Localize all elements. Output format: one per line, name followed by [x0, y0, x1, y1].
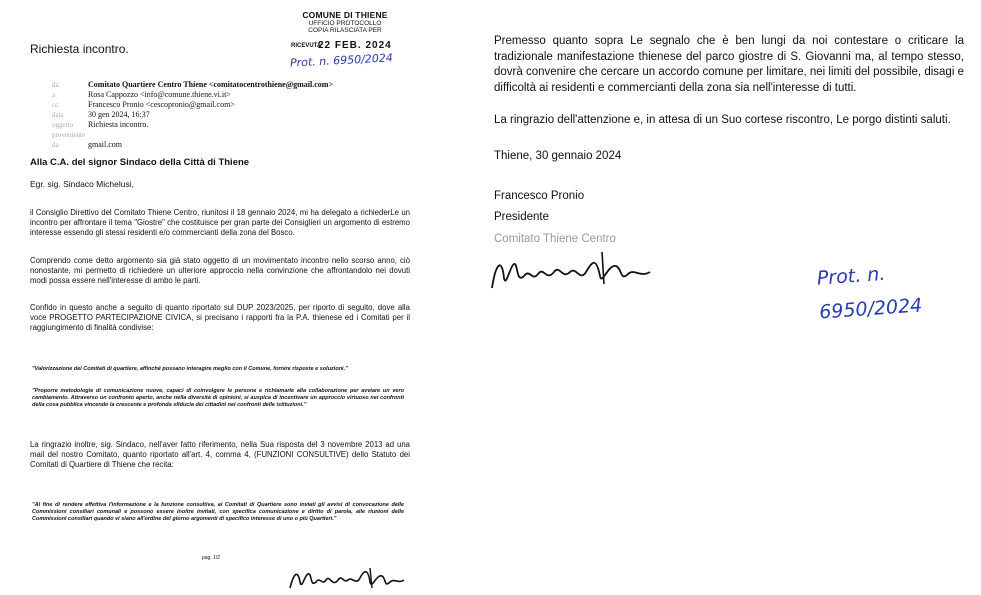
- email-header: [52, 80, 333, 150]
- email-header-row: a Rosa Cappozzo <info@comune.thiene.vi.it>: [52, 90, 231, 99]
- organization-name: Comitato Thiene Centro: [494, 233, 616, 245]
- paragraph-4: La ringrazio inoltre, sig. Sindaco, nell'aver fatto riferimento, nella Sua risposta del 3 novembre 2013 ad una mail del nostro Comitato, quanto riportato all'art. 4, comma 4, (FUNZIONI CONSULTIVE) dello Statuto dei Comitati di Quartiere di Thiene che recita:: [30, 440, 410, 469]
- handwritten-protocol-number: Prot. n. 6950/2024: [289, 51, 394, 70]
- page2-paragraph-1: Premesso quanto sopra Le segnalo che è ben lungi da noi contestare o criticare la tradizionale manifestazione thienese del parco giostre di S. Giovanni ma, al tempo stesso, dovrà convenire che cercare un accordo comune per limitare, nei limiti del possibile, disagi e difficoltà ai residenti e commercianti della zona sia nell'interesse di tutti.: [494, 35, 964, 94]
- letter-page-2: [478, 0, 981, 595]
- received-label: RICEVUTA: [291, 43, 322, 49]
- signature-image: [286, 562, 416, 594]
- quote-3: "Al fine di rendere effettiva l'informazione e la funzione consultiva, ai Comitati di Quartiere sono inviati gli avvisi di convocazione delle Commissioni consiliari comunali e possono essere inoltre invitati, con specifica comunicazione e diritto di parola, alle riunioni delle Commissioni consiliari quando vi siano all'ordine del giorno argomenti di specifico interesse di uno o più Quartieri.": [32, 502, 404, 522]
- page2-paragraph-2: La ringrazio dell'attenzione e, in attesa di un Suo cortese riscontro, Le porgo distinti saluti.: [494, 114, 951, 126]
- addressee: Alla C.A. del signor Sindaco della Città di Thiene: [30, 157, 250, 168]
- stamp-line-2: UFFICIO PROTOCOLLO: [308, 20, 382, 27]
- quote-1: "Valorizzazione dei Comitati di quartiere, affinché possano interagire meglio con il Comune, fornire risposte e soluzioni.": [32, 366, 348, 372]
- stamp-line-3: COPIA RILASCIATA PER: [308, 27, 382, 34]
- paragraph-2: Comprendo come detto argomento sia già stato oggetto di un movimentato incontro nello scorso anno, ciò nonostante, mi permetto di richiedere un ulteriore approccio nella convinzione che affrontandolo nei dovuti modi possa essere nell'interesse di ambo le parti.: [30, 256, 410, 285]
- signer-role: Presidente: [494, 211, 549, 223]
- handwritten-protocol-annotation: [816, 254, 924, 329]
- email-header-row: da Comitato Quartiere Centro Thiene <comitatocentrothiene@gmail.com>: [52, 80, 334, 89]
- paragraph-1: il Consiglio Direttivo del Comitato Thiene Centro, riunitosi il 18 gennaio 2024, mi ha delegato a richiederLe un incontro per affrontare il tema "Giostre" che costituisce per gran parte dei Consiglieri un argomento di estremo interesse essendo gli stessi residenti e/o commercianti della zona del Bosco.: [30, 208, 410, 237]
- greeting: Egr. sig. Sindaco Michelusi,: [30, 179, 134, 189]
- paragraph-3: Confido in questo anche a seguito di quanto riportato sul DUP 2023/2025, per riporto di seguito, dove alla voce PROGETTO PARTECIPAZIONE CIVICA, si precisano i rapporti fra la P.A. thienese ed i Comitati per il raggiungimento di finalità condivise:: [30, 303, 410, 332]
- date-line: Thiene, 30 gennaio 2024: [494, 150, 622, 162]
- letter-subject: Richiesta incontro.: [30, 42, 129, 56]
- letter-page-1: [0, 0, 478, 595]
- received-date: 22 FEB. 2024: [318, 40, 392, 51]
- stamp-line-1: COMUNE DI THIENE: [302, 10, 388, 20]
- email-header-row: oggetto Richiesta incontro.: [52, 120, 149, 129]
- protocol-stamp: [290, 10, 400, 34]
- email-header-row: proveniente da gmail.com: [52, 131, 122, 149]
- email-header-row: cc Francesco Pronio <cescopronio@gmail.com>: [52, 100, 235, 109]
- signer-name: Francesco Pronio: [494, 190, 585, 202]
- email-header-row: data 30 gen 2024, 16:37: [52, 110, 150, 119]
- protocol-label: Prot. n.: [816, 262, 887, 290]
- quote-2: "Proporre metodologie di comunicazione nuove, capaci di coinvolgere le persone e richiamarle alla collaborazione per avviare un vero cambiamento. Attraverso un confronto aperto, anche nella diversità di opinioni, si auspica di incentivare un approccio virtuoso nei confronti della cosa pubblica vincendo la crescente e profonda sfiducia dei cittadini nei confronti delle istituzioni.": [32, 388, 404, 408]
- page-number: pag. 1/2: [202, 555, 221, 561]
- signature-image: [486, 248, 666, 292]
- protocol-number: 6950/2024: [818, 294, 923, 324]
